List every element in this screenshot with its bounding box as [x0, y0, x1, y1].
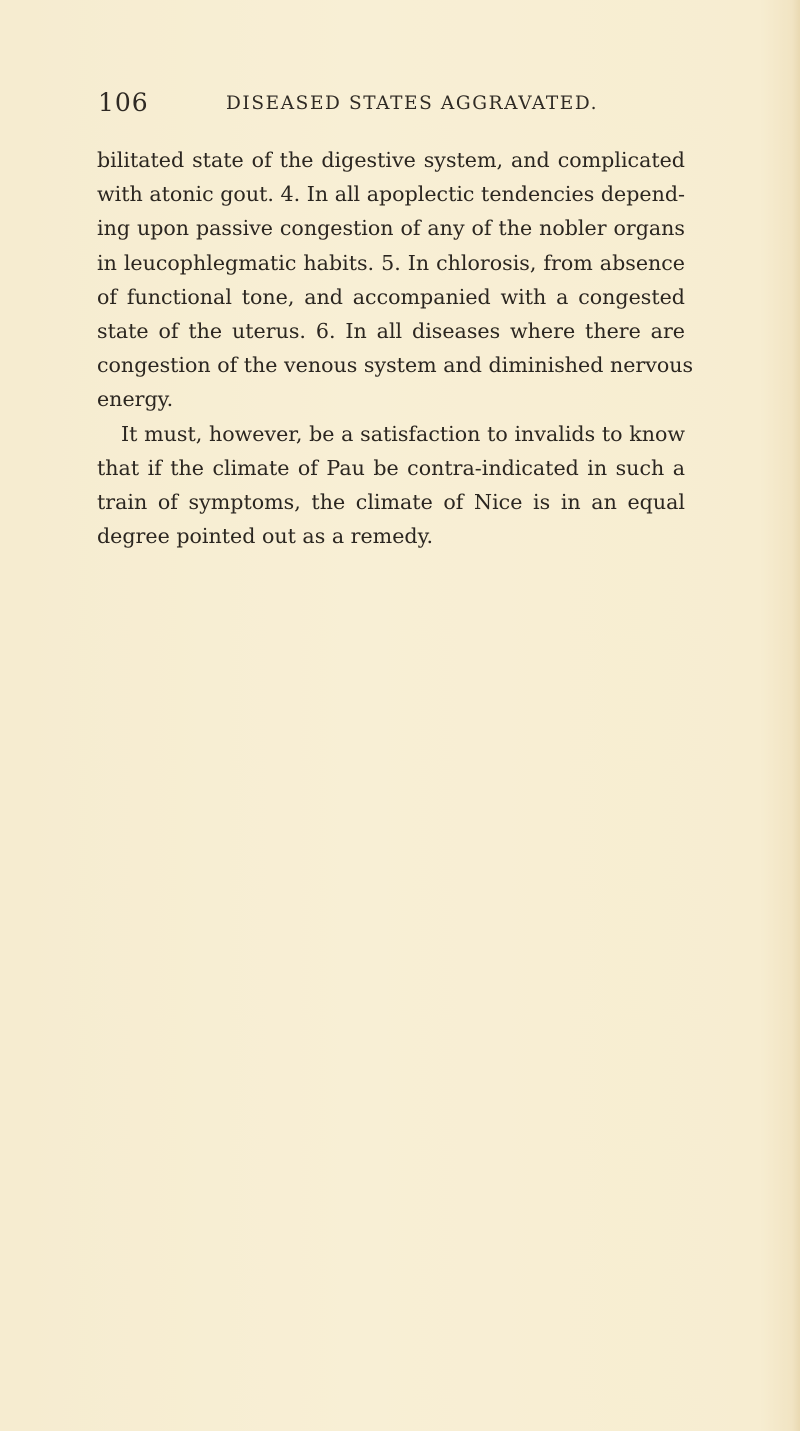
text-line: that if the climate of Pau be contra-indicated in such a [97, 455, 685, 480]
text-line: energy. [97, 387, 174, 412]
running-head: DISEASED STATES AGGRAVATED. [226, 93, 599, 114]
text-line: of functional tone, and accompanied with a congested [97, 284, 685, 309]
page-header [98, 88, 698, 128]
text-line: ing upon passive congestion of any of the nobler organs [97, 216, 685, 241]
page-number: 106 [98, 88, 149, 117]
body-text [97, 143, 694, 553]
text-line: degree pointed out as a remedy. [97, 524, 434, 549]
text-line: in leucophlegmatic habits. 5. In chlorosis, from absence [97, 250, 685, 275]
text-line: congestion of the venous system and diminished nervous [97, 353, 694, 378]
text-line: with atonic gout. 4. In all apoplectic tendencies depend- [97, 182, 685, 207]
paragraph-first-line: It must, however, be a satisfaction to invalids to know [121, 421, 685, 446]
text-line: bilitated state of the digestive system, and complicated [97, 148, 685, 172]
text-line: state of the uterus. 6. In all diseases where there are [97, 318, 685, 343]
text-line: train of symptoms, the climate of Nice is in an equal [97, 489, 685, 514]
